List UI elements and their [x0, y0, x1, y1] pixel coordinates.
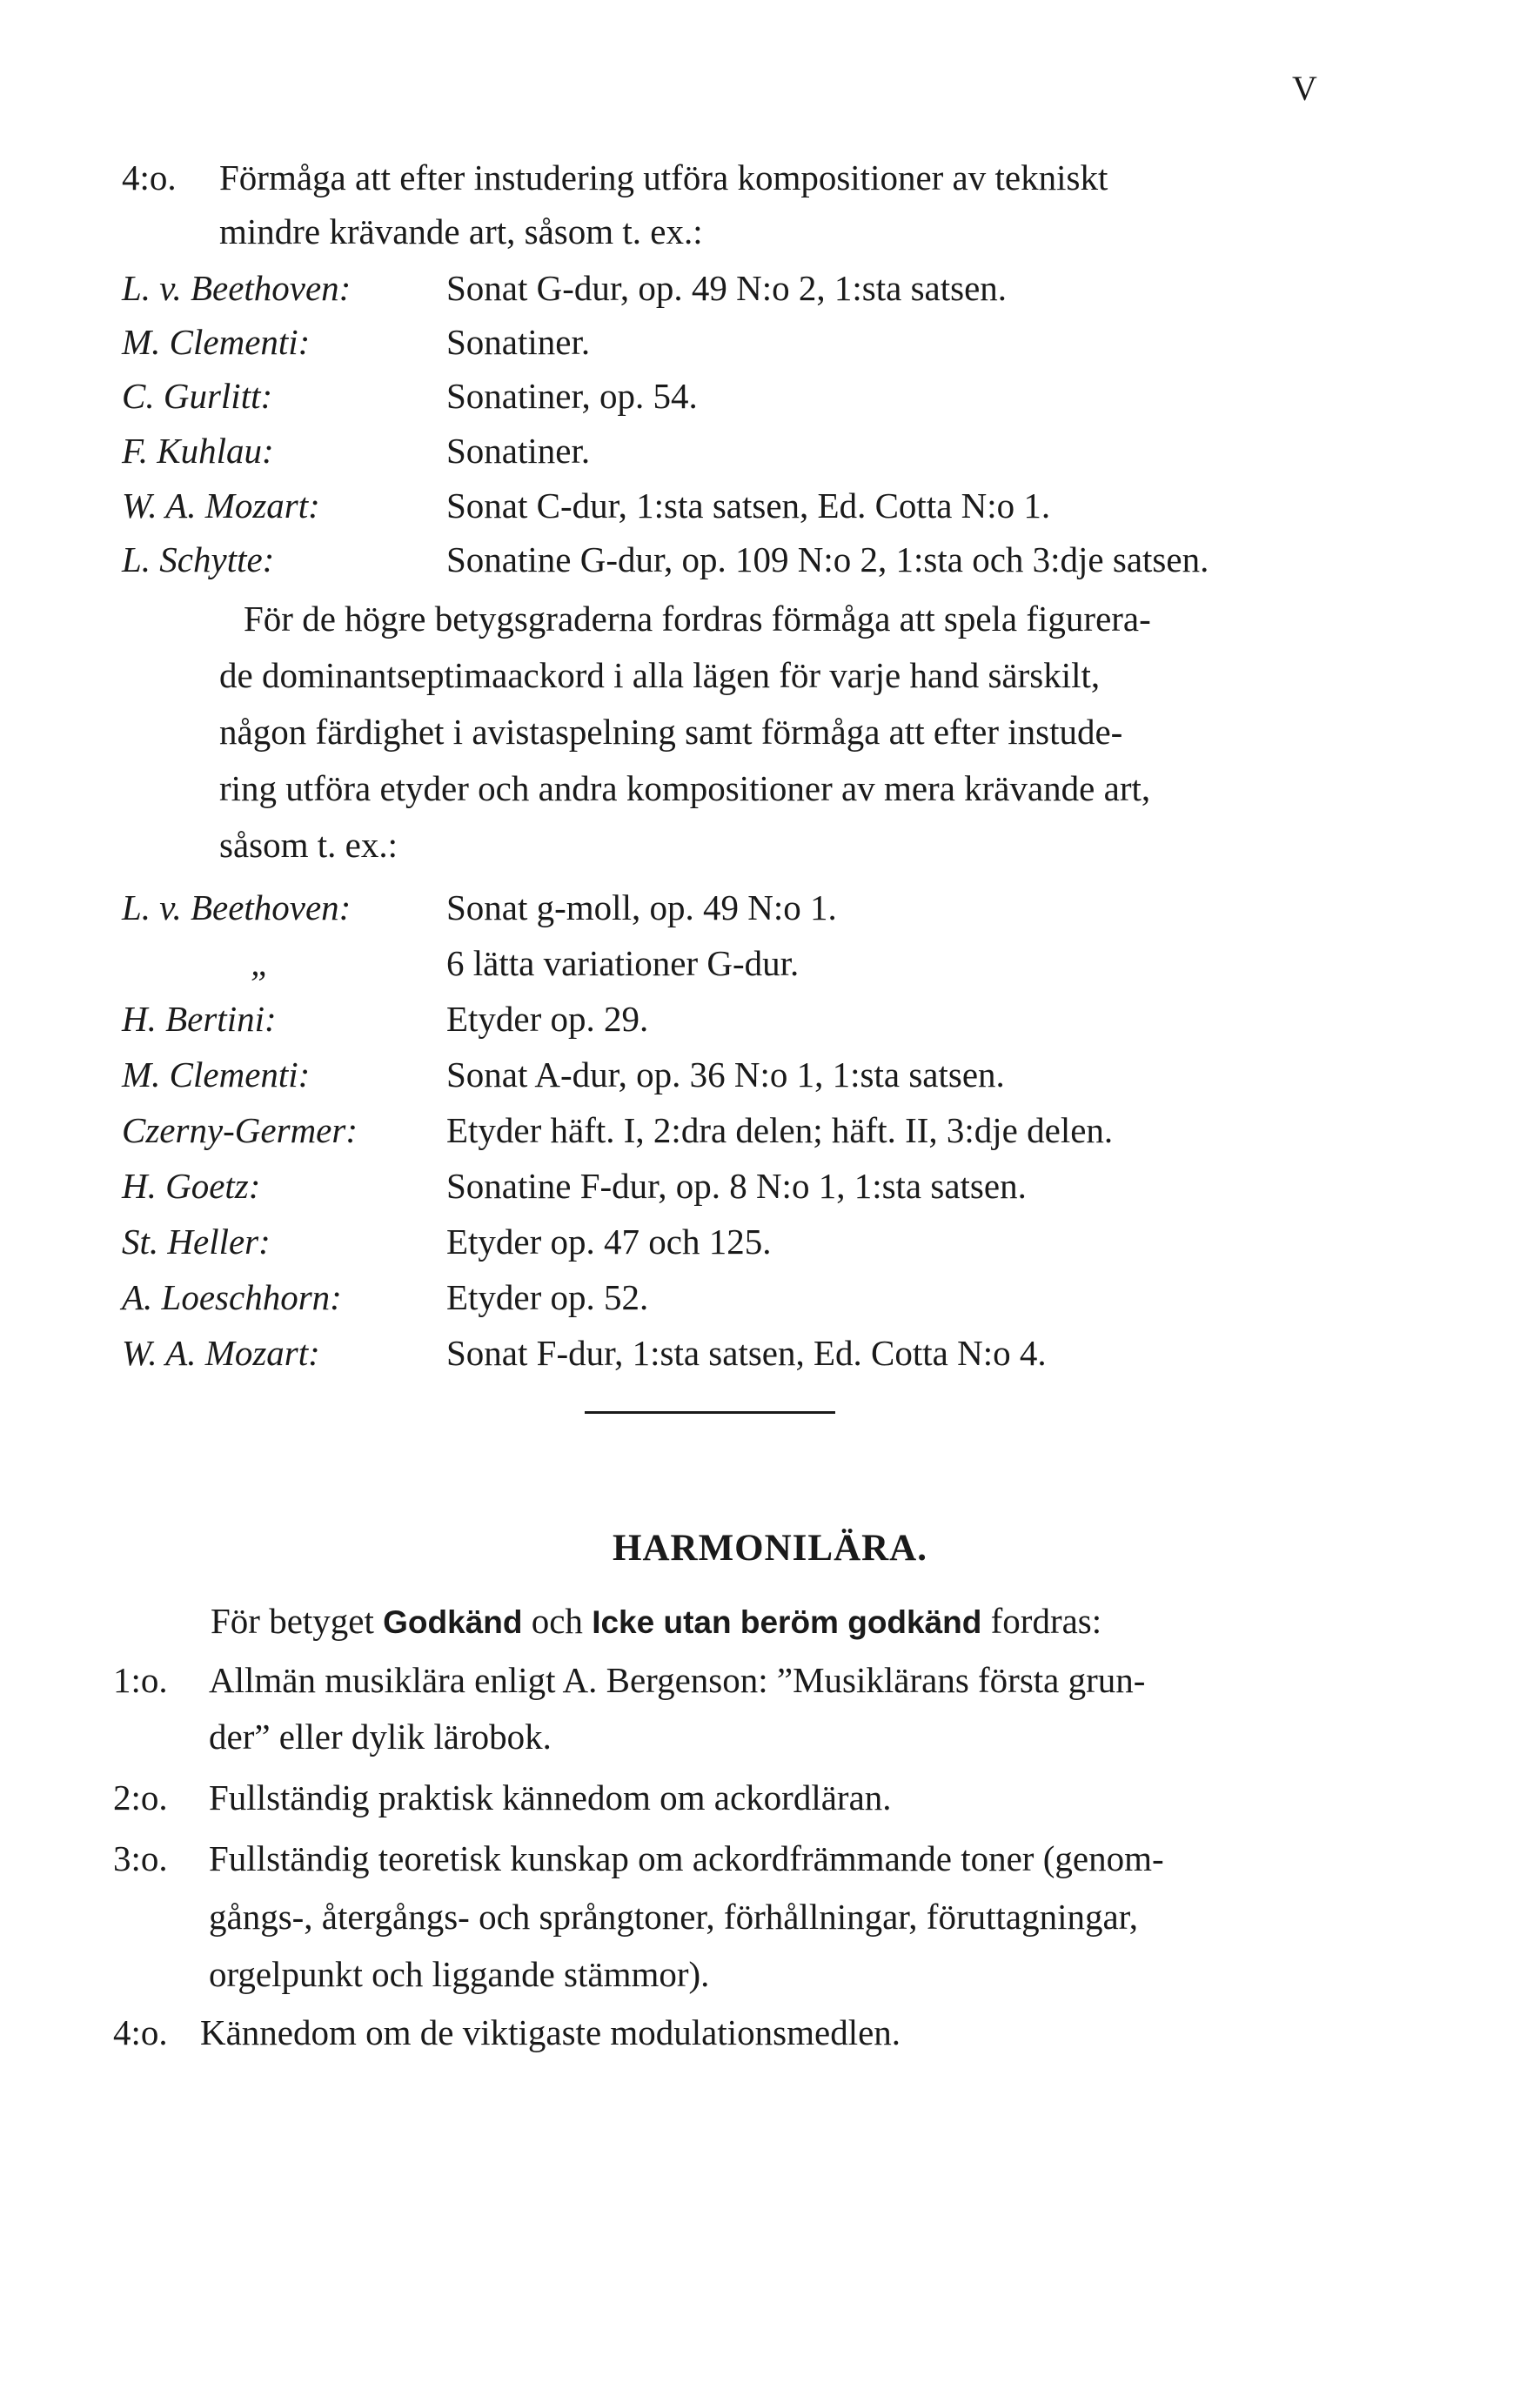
item-text-continued: der” eller dylik lärobok.: [209, 1717, 552, 1757]
list-item: [122, 479, 1051, 532]
item-text-continued: orgelpunkt och liggande stämmor).: [209, 1954, 710, 1994]
composer-name: W. A. Mozart:: [122, 485, 320, 525]
harmonilara-item-2: [113, 1771, 892, 1824]
composer-name: L. Schytte:: [122, 539, 275, 579]
composer-name: A. Loeschhorn:: [122, 1277, 342, 1317]
list-item: [122, 992, 649, 1046]
list-item: [122, 1103, 1114, 1157]
item-number: 3:o.: [113, 1838, 168, 1878]
intro-pre: För betyget: [211, 1601, 374, 1641]
list-item: [122, 880, 837, 934]
list-item: [122, 315, 591, 369]
work-title: Etyder op. 29.: [446, 999, 649, 1039]
work-title: Sonatiner.: [446, 431, 591, 471]
item-text: Allmän musiklära enligt A. Bergenson: ”Musiklärans första grun-: [209, 1660, 1146, 1700]
work-title: Sonat A-dur, op. 36 N:o 1, 1:sta satsen.: [446, 1054, 1005, 1094]
item-number: 4:o.: [122, 157, 177, 197]
composer-name: W. A. Mozart:: [122, 1333, 320, 1373]
composer-name: L. v. Beethoven:: [122, 268, 352, 308]
harmonilara-item-3: [113, 1831, 1164, 1885]
composer-name: M. Clementi:: [122, 1054, 311, 1094]
list-item: [122, 1270, 649, 1324]
intro-bold-godkand: Godkänd: [383, 1604, 523, 1640]
list-item: [122, 1048, 1005, 1101]
paragraph-line: någon färdighet i avistaspelning samt förmåga att efter instude-: [219, 712, 1123, 752]
paragraph-line: såsom t. ex.:: [219, 825, 398, 865]
work-title: Etyder op. 52.: [446, 1277, 649, 1317]
list-item: [122, 424, 591, 478]
harmonilara-item-1: [113, 1653, 1146, 1707]
intro-bold-icke-utan-berom: Icke utan beröm godkänd: [592, 1604, 982, 1640]
page-number: V: [1292, 69, 1317, 108]
harmonilara-item-4: [113, 2005, 901, 2059]
item-4-intro-line1: [122, 151, 1108, 204]
item-text-continued: gångs-, återgångs- och språngtoner, förhållningar, föruttagningar,: [209, 1897, 1138, 1937]
work-title: Sonat G-dur, op. 49 N:o 2, 1:sta satsen.: [446, 268, 1008, 308]
composer-name: H. Bertini:: [122, 999, 277, 1039]
section-divider: [585, 1411, 835, 1414]
composer-name: L. v. Beethoven:: [122, 887, 352, 927]
work-title: Sonat g-moll, op. 49 N:o 1.: [446, 887, 837, 927]
composer-name: M. Clementi:: [122, 322, 311, 362]
work-title: Etyder op. 47 och 125.: [446, 1222, 772, 1262]
harmonilara-intro: [211, 1594, 1101, 1650]
list-item: [122, 532, 1209, 586]
composer-name: Czerny-Germer:: [122, 1110, 358, 1150]
paragraph-line: ring utföra etyder och andra kompositioner av mera krävande art,: [219, 768, 1151, 808]
work-title: Sonatine G-dur, op. 109 N:o 2, 1:sta och 3:dje satsen.: [446, 539, 1209, 579]
composer-name: St. Heller:: [122, 1222, 271, 1262]
item-text: Fullständig teoretisk kunskap om ackordfrämmande toner (genom-: [209, 1838, 1164, 1878]
item-number: 4:o.: [113, 2012, 168, 2052]
work-title: Sonat C-dur, 1:sta satsen, Ed. Cotta N:o 1.: [446, 485, 1051, 525]
work-title: 6 lätta variationer G-dur.: [446, 943, 800, 983]
work-title: Sonatiner.: [446, 322, 591, 362]
work-title: Sonatine F-dur, op. 8 N:o 1, 1:sta satsen.: [446, 1166, 1027, 1206]
composer-name: H. Goetz:: [122, 1166, 261, 1206]
item-number: 1:o.: [113, 1660, 168, 1700]
composer-name: C. Gurlitt:: [122, 376, 273, 416]
section-heading: HARMONILÄRA.: [613, 1528, 927, 1569]
work-title: Sonatiner, op. 54.: [446, 376, 698, 416]
work-title: Sonat F-dur, 1:sta satsen, Ed. Cotta N:o 4.: [446, 1333, 1047, 1373]
intro-post: fordras:: [990, 1601, 1102, 1641]
item-4-intro-line2: mindre krävande art, såsom t. ex.:: [219, 211, 703, 251]
item-text: Fullständig praktisk kännedom om ackordläran.: [209, 1777, 892, 1817]
item-text: Kännedom om de viktigaste modulationsmedlen.: [200, 2012, 901, 2052]
ditto-mark: „: [251, 943, 271, 983]
work-title: Etyder häft. I, 2:dra delen; häft. II, 3:dje delen.: [446, 1110, 1114, 1150]
intro-mid: och: [531, 1601, 583, 1641]
paragraph-line: För de högre betygsgraderna fordras förmåga att spela figurera-: [244, 599, 1151, 639]
list-item: [122, 369, 698, 423]
intro-text: Förmåga att efter instudering utföra kompositioner av tekniskt: [219, 157, 1108, 197]
composer-name: F. Kuhlau:: [122, 431, 274, 471]
list-item: [122, 261, 1008, 315]
list-item: [122, 1326, 1047, 1380]
list-item: [122, 1159, 1027, 1213]
list-item: [122, 1215, 772, 1268]
paragraph-line: de dominantseptimaackord i alla lägen för varje hand särskilt,: [219, 655, 1101, 695]
item-number: 2:o.: [113, 1777, 168, 1817]
